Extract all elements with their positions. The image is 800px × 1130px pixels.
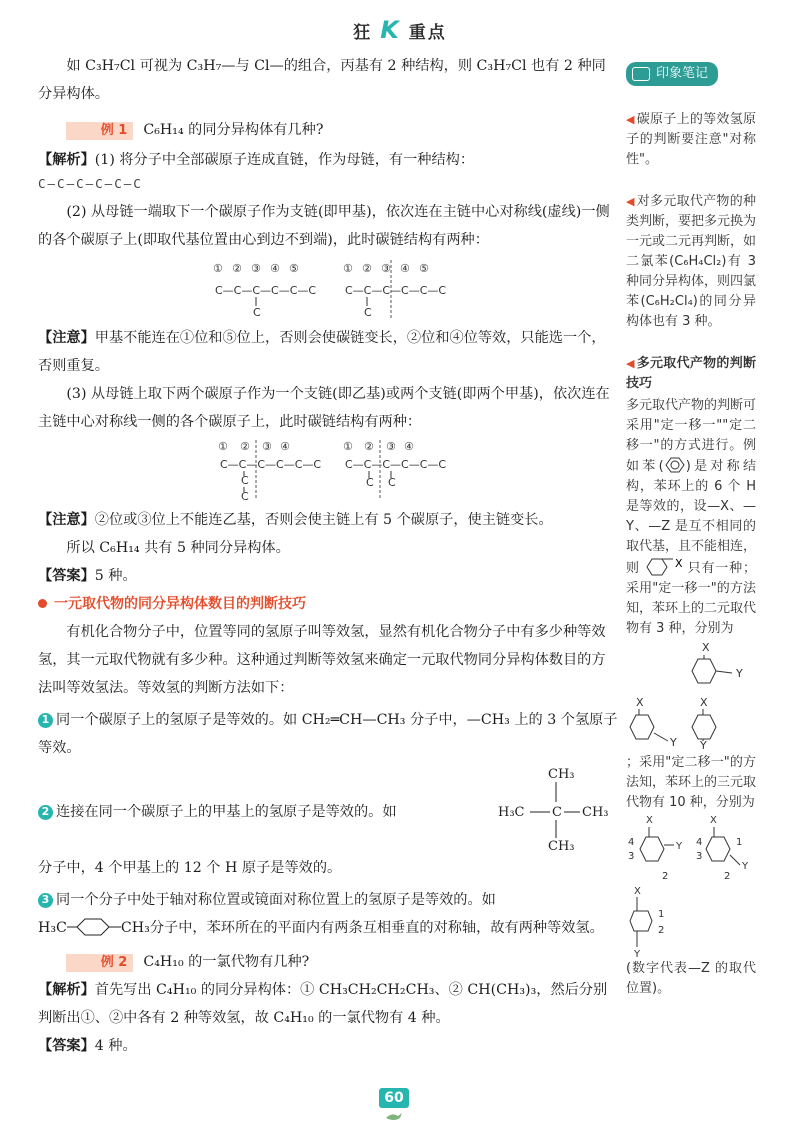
tb-bottom: CH₃ [548,839,575,854]
example-2-question: 例 2 C₄H₁₀ 的一氯代物有几种? [38,948,618,976]
s4-position-4: ④ [404,440,414,453]
s2-position-1: ① [343,262,353,275]
vertical-benzene-structure [626,885,676,959]
sidebar-tip-2: ◀ 对多元取代产物的种类判断，要把多元换为一元或二元再判断，如二氯苯(C₆H₄Cl₂)有 3 种同分异构体，则四氯苯(C₆H₂Cl₄)的同分异构体也有 3 种。 [626,194,757,329]
benzene-x-label: X [674,557,683,570]
example-1-step3: (3) 从母链上取下两个碳原子作为一个支链(即乙基)或两个支链(即两个甲基)，依次连在主链中心对称线一侧的各个碳原子上，此时碳链结构有两种： [38,386,610,430]
intro-paragraph: 如 C₃H₇Cl 可视为 C₃H₇—与 Cl—的组合，丙基有 2 种结构，则 C₃H₇Cl 也有 2 种同分异构体。 [38,58,606,102]
sidebar-tip-3-body: 多元取代产物的判断可采用"定一移一""定二移一"的方式进行。例如苯( )是对称结构，苯环上的 6 个 H 是等效的，设—X、—Y、—Z 是互不相同的取代基，且不能相连，则 X 只有一种；采用"定一移一"的方法知，苯环上的二元取代物有 3 种，分别为 [626,398,757,636]
s1-methyl: C [253,306,261,319]
rule-3-line2: H₃C CH₃分子中，苯环所在的平面内有两条互相垂直的对称轴，故有两种等效氢。 [38,914,618,942]
tert-butyl-structure [498,762,618,854]
bird-icon [384,1110,404,1122]
s1-position-5: ⑤ [289,262,299,275]
para-y: Y [700,739,707,751]
meta-y: Y [670,736,677,749]
straight-chain: C—C—C—C—C—C [38,176,143,191]
sidebar-tip-1: ◀ 碳原子上的等效氢原子的判断要注意"对称性"。 [626,112,756,167]
example-1-note1: 【注意】甲基不能连在①位和⑤位上，否则会使碳链变长，②位和④位等效，只能选一个，否则重复。 [38,330,606,374]
page-number: 60 [379,1088,409,1108]
methyl-branch-svg [213,258,473,320]
benzene-x-icon [645,557,687,577]
t2-y: Y [742,861,749,872]
tb-right: CH₃ [582,805,609,820]
rule-2: 2 连接在同一个碳原子上的甲基上的氢原子是等效的。如 [38,798,397,826]
section-heading: 一元取代物的同分异构体数目的判断技巧 [38,590,618,618]
example-2-analysis: 【解析】首先写出 C₄H₁₀ 的同分异构体：① CH₃CH₂CH₂CH₃、② CH(CH₃)₃，然后分别判断出①、②中各有 2 种等效氢，故 C₄H₁₀ 的一氯代物有 4 种。 [38,982,608,1026]
t2-n1: 1 [736,837,743,848]
vertical-benzene-block [626,885,756,959]
s3-position-4: ④ [280,440,290,453]
rule-3: 3 同一个分子中处于轴对称位置或镜面对称位置上的氢原子是等效的。如 [38,886,618,914]
example-1-step2: (2) 从母链一端取下一个碳原子作为支链(即甲基)，依次连在主链中心对称线(虚线)一侧的各个碳原子上(即取代基位置由心到边不到端)，此时碳链结构有两种： [38,204,610,248]
para-xylene-benzene-icon [67,916,121,938]
arrow-icon: ◀ [626,195,635,208]
s4-methyl-a: C [366,476,374,489]
v-n2: 2 [658,925,665,936]
arrow-icon: ◀ [626,113,635,126]
page-header [0,6,800,42]
s1-position-3: ③ [251,262,261,275]
s1-chain: C—C—C—C—C—C [215,284,317,297]
s2-position-2: ② [362,262,372,275]
tb-top: CH₃ [548,767,575,782]
s3-chain: C—C—C—C—C—C [220,458,322,471]
notebook-icon [632,67,650,81]
rule-1-number-icon: 1 [38,713,53,728]
s2-chain: C—C—C—C—C—C [345,284,447,297]
s3-branch-c1: C [241,474,249,487]
s3-position-2: ② [240,440,250,453]
brand-title: 狂 K 重点 [353,16,447,44]
section-bullet-icon [38,599,47,608]
rule-3-number-icon: 3 [38,893,53,908]
example-1-answer: 【答案】5 种。 [38,568,137,584]
s1-position-2: ② [232,262,242,275]
example-2-answer: 【答案】4 种。 [38,1038,137,1054]
example-2-tag: 例 2 [66,954,133,972]
t2-n4: 4 [696,837,703,848]
s2-position-3: ③ [381,262,391,275]
rule-2-number-icon: 2 [38,805,53,820]
ortho-y: Y [736,667,743,680]
sidebar-tip-3-title: ◀ 多元取代产物的判断技巧 [626,356,756,391]
example-1-step1: 【解析】(1) 将分子中全部碳原子连成直链，作为母链，有一种结构： [38,152,475,168]
sidebar-tip-3-body2: ；采用"定二移一"的方法知，苯环上的三元取代物有 10 种，分别为 [626,755,757,810]
s4-position-1: ① [343,440,353,453]
trisubstituted-structures [626,813,756,885]
s3-position-1: ① [218,440,228,453]
s3-branch-c2: C [241,490,249,502]
s2-methyl: C [364,306,372,319]
t1-x: X [646,815,653,826]
two-carbon-branch-svg [218,438,478,502]
meta-x: X [636,696,644,709]
disubstituted-structures [626,641,756,751]
example-1-note2: 【注意】②位或③位上不能连乙基，否则会使主链上有 5 个碳原子，使主链变长。 [38,512,553,528]
t1-y: Y [676,841,683,852]
s1-position-4: ④ [270,262,280,275]
two-carbon-branch-structures [218,438,618,502]
example-1-question: 例 1 C₆H₁₄ 的同分异构体有几种? [38,116,618,144]
rule-2-block [38,762,618,854]
t2-x: X [710,815,717,826]
ortho-x: X [702,641,710,654]
tb-center: C [552,805,562,820]
methyl-branch-structures [213,258,618,320]
example-1-conclusion: 所以 C₆H₁₄ 共有 5 种同分异构体。 [66,540,290,556]
t1-n3: 3 [628,851,635,862]
v-x: X [634,886,641,897]
tb-left: H₃C [498,805,525,820]
s4-position-3: ③ [386,440,396,453]
s3-position-3: ③ [262,440,272,453]
s4-position-2: ② [364,440,374,453]
sidebar-notes [626,62,756,999]
sidebar-tip-3-body3: (数字代表—Z 的取代位置)。 [626,961,756,996]
example-1-tag: 例 1 [66,122,133,140]
t1-n4: 4 [628,837,635,848]
para-x: X [700,696,708,709]
t2-n3: 3 [696,851,703,862]
v-y: Y [634,949,641,959]
s2-position-5: ⑤ [419,262,429,275]
t2-n2: 2 [724,871,731,882]
benzene-icon [664,456,686,474]
rule-1: 1 同一个碳原子上的氢原子是等效的。如 CH₂═CH—CH₃ 分子中，—CH₃ 上的 3 个氢原子等效。 [38,712,618,756]
v-n1: 1 [658,909,665,920]
s1-position-1: ① [213,262,223,275]
rule-2-tail: 分子中，4 个甲基上的 12 个 H 原子是等效的。 [38,860,342,876]
arrow-icon: ◀ [626,357,635,370]
s4-methyl-b: C [388,476,396,489]
s4-chain: C—C—C—C—C—C [345,458,447,471]
s2-position-4: ④ [400,262,410,275]
t1-n2: 2 [662,871,669,882]
main-content [38,52,618,1060]
sidebar-title: 印象笔记 [626,62,718,86]
section-text: 有机化合物分子中，位置等同的氢原子叫等效氢，显然有机化合物分子中有多少种等效氢，其一元取代物就有多少种。这种通过判断等效氢来确定一元取代物同分异构体数目的方法叫等效氢法。等效氢的判断方法如下： [38,624,606,696]
